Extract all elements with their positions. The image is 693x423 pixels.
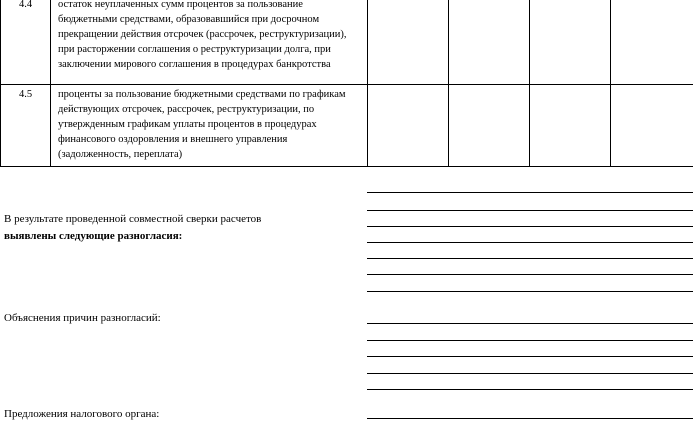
row-number: 4.5	[1, 85, 51, 167]
reconciliation-table	[0, 0, 693, 167]
value-cell	[449, 85, 530, 167]
table-row	[1, 85, 693, 167]
explanations-label: Объяснения причин разногласий:	[4, 312, 161, 324]
explanations-line-5	[367, 389, 693, 390]
discrepancies-line-2	[367, 210, 693, 211]
explanations-line-2	[367, 340, 693, 341]
discrepancies-line-4	[367, 242, 693, 243]
value-cell	[611, 85, 693, 167]
row-number: 4.4	[1, 0, 51, 85]
discrepancies-line-5	[367, 258, 693, 259]
explanations-line-4	[367, 373, 693, 374]
value-cell	[368, 0, 449, 85]
value-cell	[611, 0, 693, 85]
row-description: остаток неуплаченных сумм процентов за пользование бюджетными средствами, образовавшийся при досрочном прекращении действия отсрочек (рассрочек, реструктуризации), при расторжении соглашения о реструктуризации долга, при заключении мирового соглашения в процедурах банкротства	[51, 0, 368, 85]
discrepancies-line-1	[367, 192, 693, 193]
discrepancies-heading: выявлены следующие разногласия:	[4, 230, 183, 242]
discrepancies-line-3	[367, 226, 693, 227]
proposals-line-1	[367, 418, 693, 419]
discrepancies-line-6	[367, 274, 693, 275]
explanations-line-3	[367, 356, 693, 357]
result-text: В результате проведенной совместной сверки расчетов	[4, 213, 262, 225]
proposals-label: Предложения налогового органа:	[4, 408, 160, 420]
value-cell	[530, 85, 611, 167]
explanations-line-1	[367, 323, 693, 324]
row-description: проценты за пользование бюджетными средствами по графикам действующих отсрочек, рассрочек, реструктуризации, по утвержденным графикам уплаты процентов в процедурах финансового оздоровления и внешнего управления (задолженность, переплата)	[51, 85, 368, 167]
value-cell	[368, 85, 449, 167]
table-row	[1, 0, 693, 85]
value-cell	[449, 0, 530, 85]
discrepancies-line-7	[367, 291, 693, 292]
value-cell	[530, 0, 611, 85]
